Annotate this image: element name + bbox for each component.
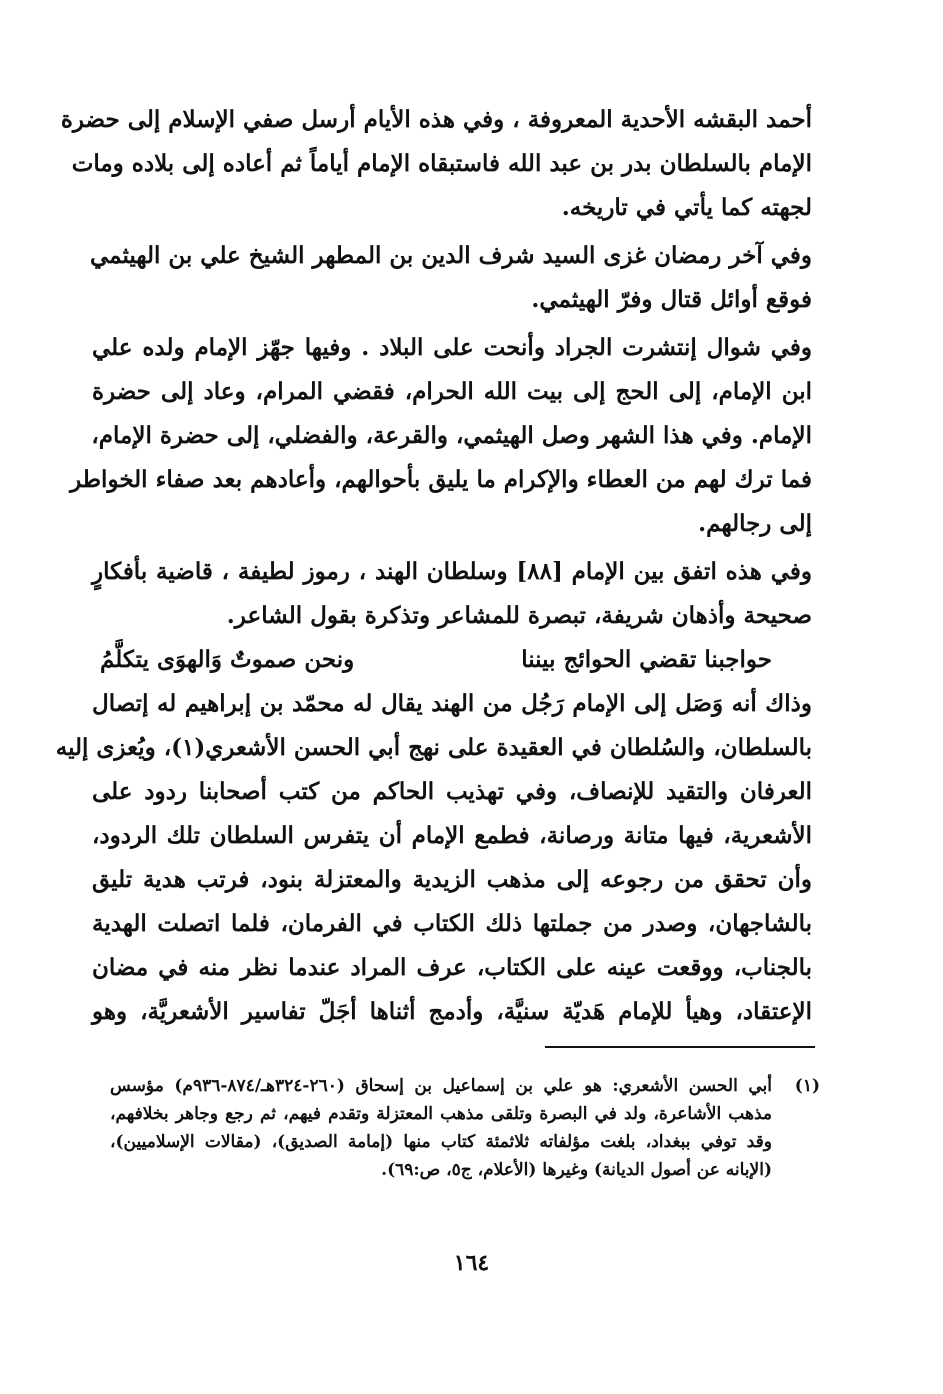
text-line: الإعتقاد، وهيأ للإمام هَديّة سنيَّة، وأدمج أثناها أجَلّ تفاسير الأشعريَّة، وهو [92,998,812,1025]
text-line: لجهته كما يأتي في تاريخه. [561,194,812,221]
footnote-body [110,1072,772,1184]
footnote [110,1072,820,1184]
page-number: ١٦٤ [453,1250,490,1276]
paragraph [92,234,812,322]
text-line: وذاك أنه وَصَل إلى الإمام رَجُل من الهند يقال له محمّد بن إبراهيم له إتصال [92,690,812,717]
footnote-line: وقد توفي ببغداد، بلغت مؤلفاته ثلاثمئة كتاب منها (إمامة الصديق)، (مقالات الإسلاميين)، [110,1132,772,1152]
paragraph [92,550,812,638]
text-line: العرفان والتقيد للإنصاف، وفي تهذيب الحاكم من كتب أصحابنا ردود على [92,778,812,805]
paragraph [55,682,812,1034]
text-line: الإمام بالسلطان بدر بن عبد الله فاستبقاه الإمام أياماً ثم أعاده إلى بلاده ومات [71,150,812,177]
text-line: بالشاجهان، وصدر من جملتها ذلك الكتاب في الفرمان، فلما اتصلت الهدية [92,910,812,937]
footnote-number: (١) [794,1076,820,1096]
text-line: وأن تحقق من رجوعه إلى مذهب الزيدية والمعتزلة بنود، فرتب هدية تليق [92,866,812,893]
footnote-separator [545,1046,815,1048]
text-line: فما ترك لهم من العطاء والإكرام ما يليق بأحوالهم، وأعادهم بعد صفاء الخواطر [70,466,812,493]
verse-second-hemistich: ونحن صموتٌ وَالهوَى يتكلَّمُ [100,646,355,673]
text-line: ابن الإمام، إلى الحج إلى بيت الله الحرام، فقضي المرام، وعاد إلى حضرة [92,378,812,405]
paragraph [70,326,812,546]
footnote-line: (الإبانه عن أصول الديانة) وغيرها (الأعلام، ج٥، ص:٦٩). [381,1160,772,1180]
text-line: وفي آخر رمضان غزى السيد شرف الدين بن المطهر الشيخ علي بن الهيثمي [90,242,812,269]
text-line: إلى رجالهم. [698,510,812,537]
poetry-verse [92,638,812,682]
text-line: وفي شوال إنتشرت الجراد وأنحت على البلاد . وفيها جهّز الإمام ولده علي [92,334,812,361]
text-line: فوقع أوائل قتال وفرّ الهيثمي. [531,286,812,313]
text-line: صحيحة وأذهان شريفة، تبصرة للمشاعر وتذكرة بقول الشاعر. [226,602,812,629]
text-line: أحمد البقشه الأحدية المعروفة ، وفي هذه الأيام أرسل صفي الإسلام إلى حضرة [60,106,812,133]
text-line: الأشعرية، فيها متانة ورصانة، فطمع الإمام أن يتفرس السلطان تلك الردود، [92,822,812,849]
main-text [55,98,813,1034]
paragraph [60,98,812,230]
footnote-line: أبي الحسن الأشعري: هو علي بن إسماعيل بن إسحاق (٢٦٠-٣٢٤هـ/٨٧٤-٩٣٦م) مؤسس [110,1076,772,1096]
text-line: بالسلطان، والسُلطان في العقيدة على نهج أبي الحسن الأشعري(١)، ويُعزى إليه [55,734,812,761]
verse-first-hemistich: حواجبنا تقضي الحوائج بيننا [521,646,772,673]
footnote-line: مذهب الأشاعرة، ولد في البصرة وتلقى مذهب المعتزلة وتقدم فيهم، ثم رجع وجاهر بخلافهم، [110,1104,772,1124]
text-line: وفي هذه اتفق بين الإمام [٨٨] وسلطان الهند ، رموز لطيفة ، قاضية بأفكارٍ [92,558,813,585]
text-line: بالجناب، ووقعت عينه على الكتاب، عرف المراد عندما نظر منه في مضان [92,954,812,981]
text-line: الإمام. وفي هذا الشهر وصل الهيثمي، والقرعة، والفضلي، إلى حضرة الإمام، [91,422,812,449]
